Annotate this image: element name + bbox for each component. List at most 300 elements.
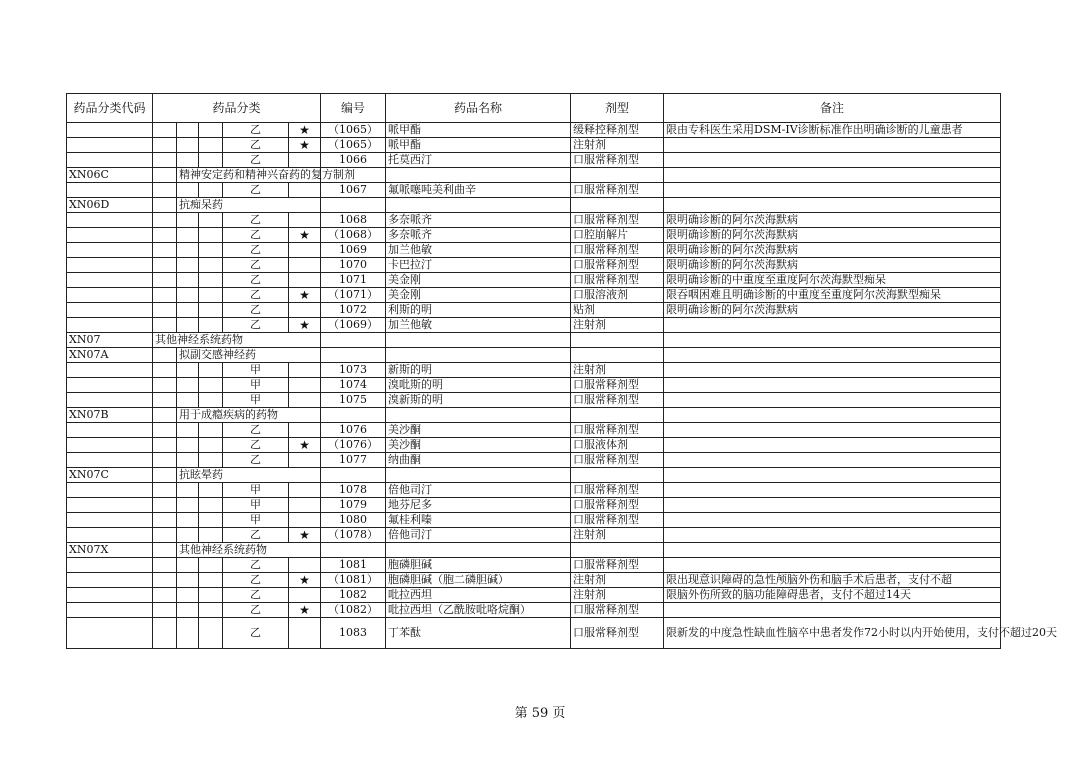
- grade-cell: 甲: [223, 393, 289, 408]
- number-cell: 1077: [321, 453, 386, 468]
- category-spacer-cell: [153, 573, 177, 588]
- category-spacer-cell: [199, 618, 223, 649]
- drug-name-cell: 氟桂利嗪: [386, 513, 571, 528]
- note-cell: [664, 348, 1001, 363]
- category-code-cell: [67, 453, 153, 468]
- note-cell: [664, 138, 1001, 153]
- drug-table: [66, 93, 1058, 649]
- header-category: 药品分类: [153, 94, 321, 123]
- form-cell: 注射剂: [571, 363, 664, 378]
- star-cell: [289, 558, 321, 573]
- table-row: [67, 198, 1001, 213]
- form-cell: 口服常释剂型: [571, 618, 664, 649]
- category-spacer-cell: [199, 558, 223, 573]
- category-spacer-cell: [177, 528, 199, 543]
- grade-cell: 甲: [223, 378, 289, 393]
- drug-name-cell: 溴吡斯的明: [386, 378, 571, 393]
- category-level2-cell: 拟副交感神经药: [177, 348, 321, 363]
- category-spacer-cell: [177, 153, 199, 168]
- category-spacer-cell: [177, 453, 199, 468]
- grade-cell: 乙: [223, 138, 289, 153]
- form-cell: 注射剂: [571, 573, 664, 588]
- number-cell: 1076: [321, 423, 386, 438]
- drug-name-cell: 氟哌噻吨美利曲辛: [386, 183, 571, 198]
- drug-name-cell: 纳曲酮: [386, 453, 571, 468]
- form-cell: 口服常释剂型: [571, 258, 664, 273]
- grade-cell: 乙: [223, 228, 289, 243]
- form-cell: 口服常释剂型: [571, 393, 664, 408]
- grade-cell: 乙: [223, 423, 289, 438]
- number-cell: 1067: [321, 183, 386, 198]
- form-cell: [571, 543, 664, 558]
- star-cell: [289, 273, 321, 288]
- category-spacer-cell: [199, 393, 223, 408]
- star-cell: [289, 378, 321, 393]
- category-spacer-cell: [153, 363, 177, 378]
- category-spacer-cell: [177, 303, 199, 318]
- note-cell: [664, 468, 1001, 483]
- table-row: [67, 468, 1001, 483]
- category-spacer-cell: [153, 213, 177, 228]
- category-level2-cell: 抗痴呆药: [177, 198, 321, 213]
- category-spacer-cell: [153, 288, 177, 303]
- category-code-cell: [67, 423, 153, 438]
- form-cell: 口服常释剂型: [571, 483, 664, 498]
- table-header-row: [67, 94, 1001, 123]
- category-spacer-cell: [177, 243, 199, 258]
- category-spacer-cell: [177, 393, 199, 408]
- star-cell: ★: [289, 288, 321, 303]
- category-spacer-cell: [177, 483, 199, 498]
- form-cell: 口服常释剂型: [571, 513, 664, 528]
- note-cell: [664, 153, 1001, 168]
- grade-cell: 乙: [223, 588, 289, 603]
- form-cell: [571, 168, 664, 183]
- category-spacer-cell: [199, 483, 223, 498]
- drug-name-cell: 利斯的明: [386, 303, 571, 318]
- drug-name-cell: 美沙酮: [386, 423, 571, 438]
- category-code-cell: [67, 513, 153, 528]
- table-row: [67, 438, 1001, 453]
- category-code-cell: [67, 303, 153, 318]
- star-cell: [289, 588, 321, 603]
- category-spacer-cell: [177, 258, 199, 273]
- number-cell: 1073: [321, 363, 386, 378]
- category-code-cell: [67, 183, 153, 198]
- category-spacer-cell: [177, 273, 199, 288]
- grade-cell: 乙: [223, 303, 289, 318]
- category-spacer-cell: [199, 588, 223, 603]
- form-cell: 口服常释剂型: [571, 243, 664, 258]
- note-cell: [664, 498, 1001, 513]
- drug-name-cell: 溴新斯的明: [386, 393, 571, 408]
- category-code-cell: [67, 618, 153, 649]
- header-form: 剂型: [571, 94, 664, 123]
- category-spacer-cell: [177, 288, 199, 303]
- number-cell: 1066: [321, 153, 386, 168]
- drug-name-cell: 加兰他敏: [386, 243, 571, 258]
- drug-name-cell: 吡拉西坦: [386, 588, 571, 603]
- category-spacer-cell: [153, 528, 177, 543]
- form-cell: [571, 348, 664, 363]
- form-cell: [571, 468, 664, 483]
- star-cell: ★: [289, 573, 321, 588]
- table-row: [67, 483, 1001, 498]
- category-spacer-cell: [177, 603, 199, 618]
- category-spacer-cell: [153, 378, 177, 393]
- table-row: [67, 213, 1001, 228]
- category-code-cell: [67, 138, 153, 153]
- table-row: [67, 498, 1001, 513]
- note-cell: [664, 558, 1001, 573]
- number-cell: （1081）: [321, 573, 386, 588]
- note-cell: 限新发的中度急性缺血性脑卒中患者发作72小时以内开始使用，支付不超过20天: [664, 618, 1001, 649]
- note-cell: [664, 168, 1001, 183]
- table-row: [67, 288, 1001, 303]
- table-row: [67, 363, 1001, 378]
- category-code-cell: [67, 588, 153, 603]
- form-cell: 口服常释剂型: [571, 378, 664, 393]
- form-cell: 贴剂: [571, 303, 664, 318]
- category-spacer-cell: [199, 378, 223, 393]
- category-code-cell: [67, 483, 153, 498]
- category-spacer-cell: [177, 618, 199, 649]
- category-spacer-cell: [199, 438, 223, 453]
- note-cell: 限明确诊断的阿尔茨海默病: [664, 243, 1001, 258]
- category-code-cell: XN07A: [67, 348, 153, 363]
- form-cell: 口服常释剂型: [571, 423, 664, 438]
- drug-name-cell: 多奈哌齐: [386, 228, 571, 243]
- note-cell: [664, 453, 1001, 468]
- grade-cell: 乙: [223, 273, 289, 288]
- number-cell: （1071）: [321, 288, 386, 303]
- note-cell: 限吞咽困难且明确诊断的中重度至重度阿尔茨海默型痴呆: [664, 288, 1001, 303]
- category-code-cell: [67, 153, 153, 168]
- note-cell: [664, 363, 1001, 378]
- number-cell: 1078: [321, 483, 386, 498]
- category-spacer-cell: [177, 423, 199, 438]
- drug-name-cell: 哌甲酯: [386, 138, 571, 153]
- form-cell: 口腔崩解片: [571, 228, 664, 243]
- star-cell: [289, 618, 321, 649]
- number-cell: 1083: [321, 618, 386, 649]
- page-number: 第 59 页: [514, 706, 566, 721]
- category-code-cell: [67, 528, 153, 543]
- drug-name-cell: 托莫西汀: [386, 153, 571, 168]
- note-cell: 限脑外伤所致的脑功能障碍患者，支付不超过14天: [664, 588, 1001, 603]
- grade-cell: 乙: [223, 153, 289, 168]
- number-cell: 1082: [321, 588, 386, 603]
- form-cell: 口服常释剂型: [571, 603, 664, 618]
- drug-name-cell: 新斯的明: [386, 363, 571, 378]
- table-row: [67, 453, 1001, 468]
- note-cell: [664, 483, 1001, 498]
- grade-cell: 乙: [223, 618, 289, 649]
- category-spacer-cell: [199, 288, 223, 303]
- form-cell: 口服常释剂型: [571, 153, 664, 168]
- category-level2-cell: 用于成瘾疾病的药物: [177, 408, 321, 423]
- grade-cell: 乙: [223, 453, 289, 468]
- number-cell: 1075: [321, 393, 386, 408]
- category-spacer-cell: [153, 588, 177, 603]
- category-spacer-cell: [153, 243, 177, 258]
- note-cell: 限明确诊断的中重度至重度阿尔茨海默型痴呆: [664, 273, 1001, 288]
- number-cell: 1072: [321, 303, 386, 318]
- star-cell: [289, 363, 321, 378]
- category-spacer-cell: [153, 498, 177, 513]
- form-cell: 缓释控释剂型: [571, 123, 664, 138]
- category-code-cell: XN06D: [67, 198, 153, 213]
- form-cell: [571, 198, 664, 213]
- note-cell: [664, 198, 1001, 213]
- category-spacer-cell: [153, 543, 177, 558]
- star-cell: ★: [289, 438, 321, 453]
- category-spacer-cell: [177, 363, 199, 378]
- table-row: [67, 573, 1001, 588]
- table-row: [67, 183, 1001, 198]
- category-spacer-cell: [177, 138, 199, 153]
- category-code-cell: XN07X: [67, 543, 153, 558]
- table-row: [67, 303, 1001, 318]
- note-cell: [664, 513, 1001, 528]
- header-drug-name: 药品名称: [386, 94, 571, 123]
- grade-cell: 乙: [223, 243, 289, 258]
- category-spacer-cell: [153, 393, 177, 408]
- star-cell: [289, 303, 321, 318]
- grade-cell: 乙: [223, 258, 289, 273]
- grade-cell: 乙: [223, 213, 289, 228]
- number-cell: （1078）: [321, 528, 386, 543]
- form-cell: 口服常释剂型: [571, 558, 664, 573]
- table-row: [67, 558, 1001, 573]
- category-spacer-cell: [153, 453, 177, 468]
- category-code-cell: [67, 603, 153, 618]
- header-code: 药品分类代码: [67, 94, 153, 123]
- table-row: [67, 273, 1001, 288]
- drug-name-cell: 多奈哌齐: [386, 213, 571, 228]
- table-row: [67, 408, 1001, 423]
- table-row: [67, 138, 1001, 153]
- drug-name-cell: 美沙酮: [386, 438, 571, 453]
- form-cell: [571, 333, 664, 348]
- category-level1-cell: 其他神经系统药物: [153, 333, 321, 348]
- note-cell: [664, 333, 1001, 348]
- drug-name-cell: [386, 198, 571, 213]
- category-level2-cell: 精神安定药和精神兴奋药的复方制剂: [177, 168, 321, 183]
- category-spacer-cell: [153, 618, 177, 649]
- number-cell: [321, 348, 386, 363]
- category-spacer-cell: [153, 603, 177, 618]
- category-spacer-cell: [177, 498, 199, 513]
- category-code-cell: [67, 213, 153, 228]
- category-spacer-cell: [199, 243, 223, 258]
- table-row: [67, 258, 1001, 273]
- grade-cell: 乙: [223, 558, 289, 573]
- drug-name-cell: 吡拉西坦（乙酰胺吡咯烷酮）: [386, 603, 571, 618]
- note-cell: [664, 378, 1001, 393]
- form-cell: 注射剂: [571, 138, 664, 153]
- category-code-cell: [67, 318, 153, 333]
- note-cell: [664, 423, 1001, 438]
- category-code-cell: XN07C: [67, 468, 153, 483]
- category-spacer-cell: [177, 183, 199, 198]
- star-cell: [289, 423, 321, 438]
- drug-name-cell: 胞磷胆碱: [386, 558, 571, 573]
- number-cell: （1065）: [321, 138, 386, 153]
- grade-cell: 甲: [223, 513, 289, 528]
- table-row: [67, 618, 1001, 649]
- star-cell: [289, 153, 321, 168]
- drug-name-cell: 胞磷胆碱（胞二磷胆碱）: [386, 573, 571, 588]
- category-spacer-cell: [177, 573, 199, 588]
- category-spacer-cell: [199, 123, 223, 138]
- grade-cell: 乙: [223, 438, 289, 453]
- category-spacer-cell: [199, 603, 223, 618]
- drug-name-cell: [386, 333, 571, 348]
- drug-name-cell: [386, 468, 571, 483]
- star-cell: ★: [289, 318, 321, 333]
- drug-name-cell: 美金刚: [386, 288, 571, 303]
- number-cell: [321, 198, 386, 213]
- drug-name-cell: [386, 543, 571, 558]
- number-cell: [321, 468, 386, 483]
- form-cell: 注射剂: [571, 318, 664, 333]
- form-cell: [571, 408, 664, 423]
- table-row: [67, 333, 1001, 348]
- grade-cell: 甲: [223, 363, 289, 378]
- category-spacer-cell: [199, 303, 223, 318]
- note-cell: [664, 528, 1001, 543]
- category-spacer-cell: [199, 273, 223, 288]
- form-cell: 注射剂: [571, 588, 664, 603]
- number-cell: 1079: [321, 498, 386, 513]
- drug-name-cell: 哌甲酯: [386, 123, 571, 138]
- star-cell: [289, 258, 321, 273]
- drug-name-cell: [386, 348, 571, 363]
- category-spacer-cell: [177, 318, 199, 333]
- category-spacer-cell: [153, 408, 177, 423]
- category-code-cell: XN07B: [67, 408, 153, 423]
- number-cell: 1071: [321, 273, 386, 288]
- category-level2-cell: 抗眩晕药: [177, 468, 321, 483]
- category-spacer-cell: [199, 228, 223, 243]
- category-spacer-cell: [199, 423, 223, 438]
- note-cell: [664, 603, 1001, 618]
- star-cell: [289, 213, 321, 228]
- category-code-cell: [67, 363, 153, 378]
- note-cell: [664, 543, 1001, 558]
- category-spacer-cell: [199, 528, 223, 543]
- number-cell: （1068）: [321, 228, 386, 243]
- category-spacer-cell: [153, 153, 177, 168]
- note-cell: 限明确诊断的阿尔茨海默病: [664, 228, 1001, 243]
- number-cell: （1069）: [321, 318, 386, 333]
- table-row: [67, 378, 1001, 393]
- category-code-cell: [67, 228, 153, 243]
- number-cell: 1069: [321, 243, 386, 258]
- drug-name-cell: 美金刚: [386, 273, 571, 288]
- note-cell: [664, 393, 1001, 408]
- category-code-cell: [67, 573, 153, 588]
- star-cell: ★: [289, 528, 321, 543]
- note-cell: 限明确诊断的阿尔茨海默病: [664, 258, 1001, 273]
- table-row: [67, 423, 1001, 438]
- table-row: [67, 588, 1001, 603]
- drug-name-cell: 卡巴拉汀: [386, 258, 571, 273]
- form-cell: 口服常释剂型: [571, 498, 664, 513]
- table-row: [67, 168, 1001, 183]
- category-code-cell: [67, 393, 153, 408]
- form-cell: 注射剂: [571, 528, 664, 543]
- category-spacer-cell: [177, 213, 199, 228]
- number-cell: [321, 333, 386, 348]
- table-row: [67, 228, 1001, 243]
- star-cell: [289, 183, 321, 198]
- form-cell: 口服常释剂型: [571, 213, 664, 228]
- category-spacer-cell: [177, 228, 199, 243]
- table-row: [67, 123, 1001, 138]
- number-cell: 1068: [321, 213, 386, 228]
- star-cell: [289, 243, 321, 258]
- category-spacer-cell: [177, 378, 199, 393]
- category-spacer-cell: [153, 198, 177, 213]
- category-spacer-cell: [199, 138, 223, 153]
- grade-cell: 乙: [223, 123, 289, 138]
- star-cell: ★: [289, 603, 321, 618]
- category-spacer-cell: [199, 153, 223, 168]
- category-spacer-cell: [199, 183, 223, 198]
- category-code-cell: XN06C: [67, 168, 153, 183]
- number-cell: 1081: [321, 558, 386, 573]
- grade-cell: 乙: [223, 573, 289, 588]
- category-spacer-cell: [177, 588, 199, 603]
- drug-name-cell: [386, 408, 571, 423]
- table-row: [67, 543, 1001, 558]
- note-cell: [664, 408, 1001, 423]
- table-row: [67, 153, 1001, 168]
- table-row: [67, 348, 1001, 363]
- form-cell: 口服液体剂: [571, 438, 664, 453]
- table-row: [67, 603, 1001, 618]
- number-cell: （1076）: [321, 438, 386, 453]
- table-row: [67, 318, 1001, 333]
- category-spacer-cell: [153, 558, 177, 573]
- grade-cell: 甲: [223, 498, 289, 513]
- drug-name-cell: 地芬尼多: [386, 498, 571, 513]
- drug-name-cell: 倍他司汀: [386, 483, 571, 498]
- category-spacer-cell: [177, 438, 199, 453]
- grade-cell: 乙: [223, 603, 289, 618]
- drug-name-cell: 加兰他敏: [386, 318, 571, 333]
- number-cell: （1065）: [321, 123, 386, 138]
- star-cell: [289, 498, 321, 513]
- category-code-cell: [67, 123, 153, 138]
- category-spacer-cell: [153, 168, 177, 183]
- category-code-cell: [67, 288, 153, 303]
- table-row: [67, 528, 1001, 543]
- number-cell: [321, 408, 386, 423]
- category-spacer-cell: [199, 258, 223, 273]
- category-spacer-cell: [199, 213, 223, 228]
- category-spacer-cell: [153, 273, 177, 288]
- category-spacer-cell: [153, 483, 177, 498]
- drug-name-cell: [386, 168, 571, 183]
- number-cell: （1082）: [321, 603, 386, 618]
- category-spacer-cell: [153, 513, 177, 528]
- grade-cell: 乙: [223, 183, 289, 198]
- star-cell: ★: [289, 228, 321, 243]
- category-code-cell: [67, 243, 153, 258]
